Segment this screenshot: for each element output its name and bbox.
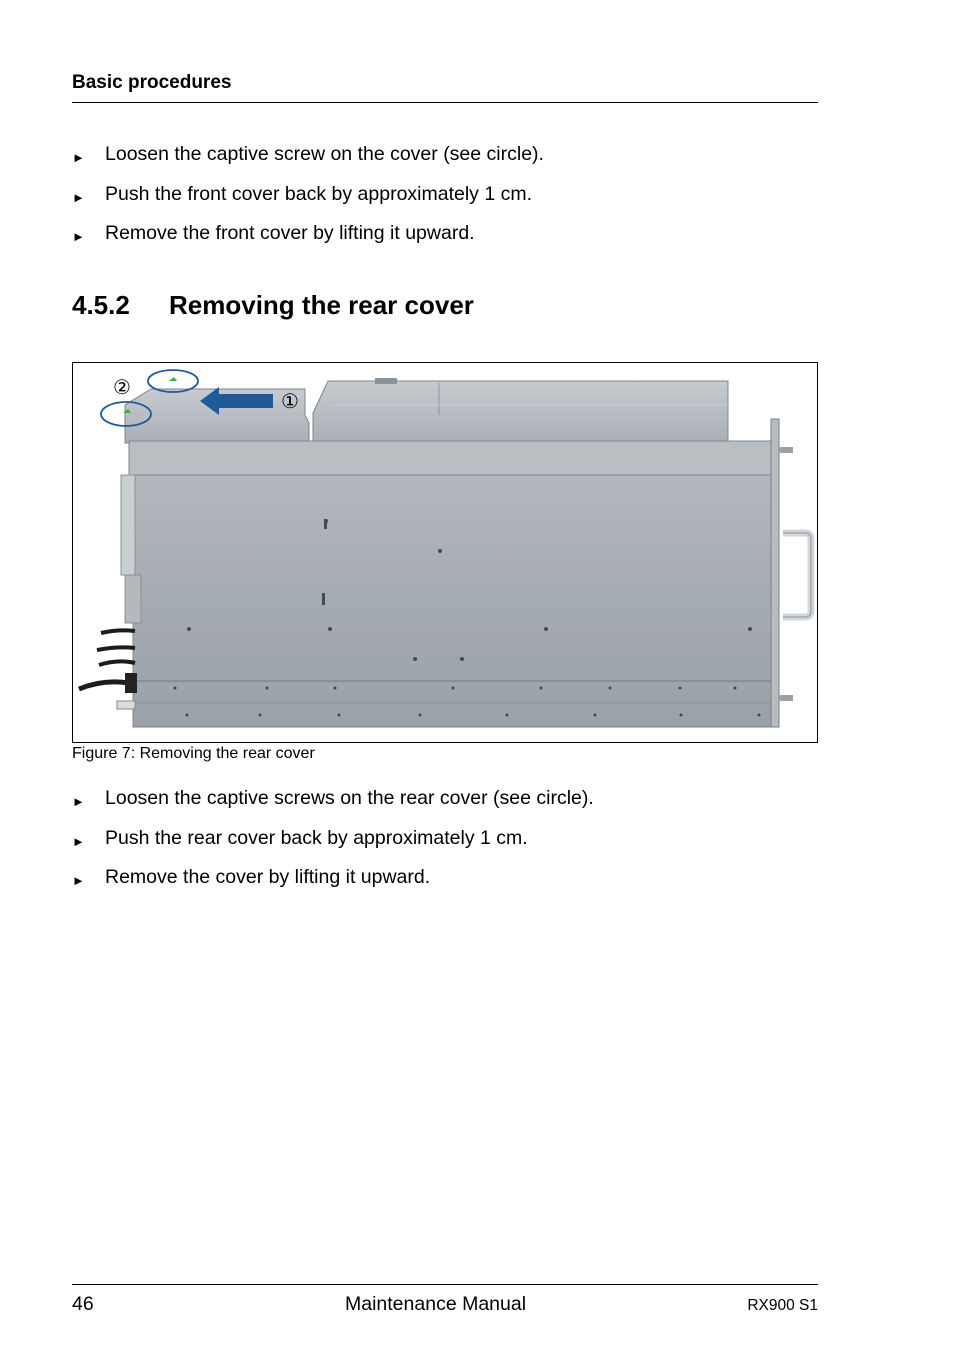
bullet-icon: ►: [72, 794, 85, 809]
rear-cover-steps: [72, 786, 818, 905]
step-text: Loosen the captive screw on the cover (see circle).: [105, 143, 544, 165]
figure-caption: Figure 7: Removing the rear cover: [72, 745, 315, 762]
bullet-icon: ►: [72, 873, 85, 888]
list-item: [72, 221, 818, 261]
list-item: [72, 865, 818, 905]
section-number: 4.5.2: [72, 290, 130, 320]
front-cover: [313, 381, 728, 441]
page-header: [72, 72, 818, 103]
bullet-icon: ►: [72, 189, 85, 205]
callout-2: ②: [113, 375, 131, 399]
section-title: Removing the rear cover: [169, 290, 474, 320]
header-title: Basic procedures: [72, 72, 232, 93]
figure-server-side-view: [72, 362, 818, 743]
front-cover-steps: [72, 142, 818, 261]
callout-1: ①: [281, 389, 299, 413]
bullet-icon: ►: [72, 833, 85, 849]
page-footer: [72, 1284, 818, 1315]
step-text: Remove the front cover by lifting it upward.: [105, 222, 475, 244]
bullet-icon: ►: [72, 229, 85, 244]
bullet-icon: ►: [72, 150, 85, 165]
step-text: Loosen the captive screws on the rear cover (see circle).: [105, 787, 594, 809]
step-text: Push the front cover back by approximately 1 cm.: [105, 182, 533, 205]
section-heading: [72, 290, 474, 321]
page-number: 46: [72, 1293, 94, 1315]
server-illustration: [73, 363, 817, 742]
list-item: [72, 182, 818, 222]
list-item: [72, 786, 818, 826]
manual-title: Maintenance Manual: [345, 1293, 527, 1315]
list-item: [72, 142, 818, 182]
step-text: Remove the cover by lifting it upward.: [105, 866, 431, 888]
list-item: [72, 826, 818, 866]
model-name: RX900 S1: [747, 1297, 818, 1314]
step-text: Push the rear cover back by approximately 1 cm.: [105, 826, 528, 849]
